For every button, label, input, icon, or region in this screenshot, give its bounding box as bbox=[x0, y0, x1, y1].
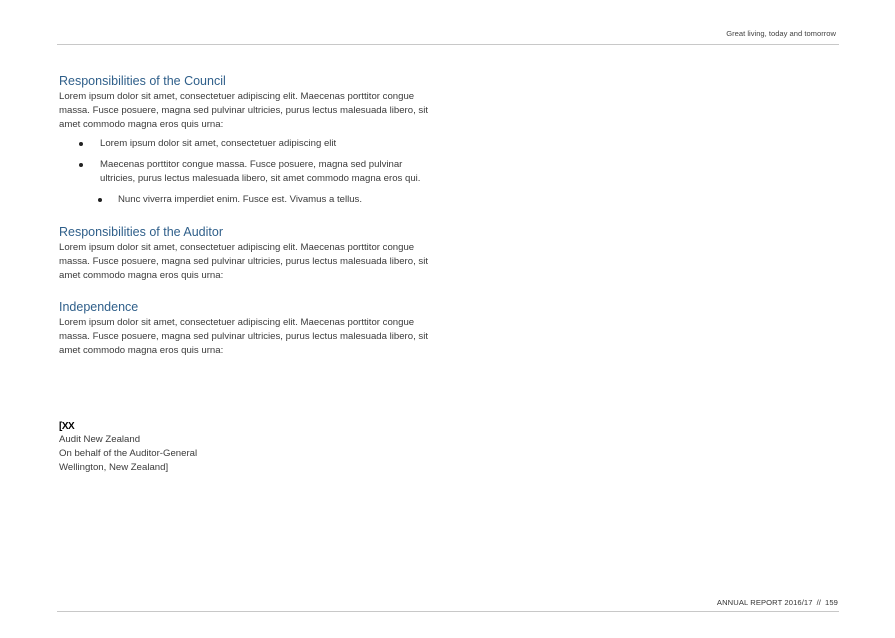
section-body-independence: Lorem ipsum dolor sit amet, consectetuer adipiscing elit. Maecenas porttitor congue massa. Fusce posuere, magna sed pulvinar ultricies, purus lectus malesuada libero, sit amet commodo magna eros quis urna: bbox=[59, 317, 429, 356]
list-item-text: Maecenas porttitor congue massa. Fusce posuere, magna sed pulvinar ultricies, purus lectus malesuada libero, sit amet commodo magna eros qui. bbox=[100, 159, 421, 184]
list-item-nested bbox=[59, 193, 431, 207]
section-body-auditor: Lorem ipsum dolor sit amet, consectetuer adipiscing elit. Maecenas porttitor congue massa. Fusce posuere, magna sed pulvinar ultricies, purus lectus malesuada libero, sit amet commodo magna eros quis urna: bbox=[59, 242, 429, 281]
signature-behalf: On behalf of the Auditor-General bbox=[59, 448, 198, 459]
footer-report-title: ANNUAL REPORT 2016/17 bbox=[716, 598, 813, 607]
signature-block bbox=[59, 420, 319, 475]
signature-location: Wellington, New Zealand] bbox=[59, 462, 169, 473]
signature-org: Audit New Zealand bbox=[59, 434, 141, 445]
signature-mark: [XX bbox=[59, 421, 75, 432]
section-heading-auditor: Responsibilities of the Auditor bbox=[59, 225, 223, 239]
list-item-text: Lorem ipsum dolor sit amet, consectetuer adipiscing elit bbox=[100, 138, 337, 149]
bullet-icon bbox=[98, 198, 102, 202]
list-item bbox=[59, 137, 431, 151]
page-footer bbox=[717, 598, 838, 607]
bullet-icon bbox=[79, 163, 83, 167]
page-number: 159 bbox=[825, 598, 838, 607]
list-item-text: Nunc viverra imperdiet enim. Fusce est. Vivamus a tellus. bbox=[118, 194, 363, 205]
section-body-council: Lorem ipsum dolor sit amet, consectetuer adipiscing elit. Maecenas porttitor congue massa. Fusce posuere, magna sed pulvinar ultricies, purus lectus malesuada libero, sit amet commodo magna eros quis urna: bbox=[59, 91, 429, 130]
bullet-icon bbox=[79, 142, 83, 146]
list-item bbox=[59, 158, 431, 186]
section-heading-council: Responsibilities of the Council bbox=[59, 74, 226, 88]
footer-rule bbox=[57, 611, 839, 612]
footer-separator: // bbox=[816, 598, 822, 607]
header-rule bbox=[57, 44, 839, 45]
section-heading-independence: Independence bbox=[59, 300, 139, 314]
council-bullet-list bbox=[59, 137, 431, 207]
main-content bbox=[59, 72, 431, 358]
header-tagline: Great living, today and tomorrow bbox=[726, 29, 836, 38]
